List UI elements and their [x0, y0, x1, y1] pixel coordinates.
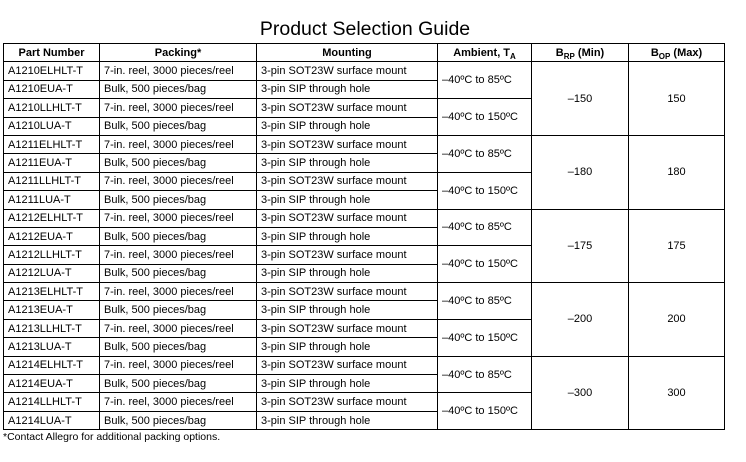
- table-body: [4, 62, 725, 430]
- header-ambient-label: Ambient, T: [453, 46, 511, 59]
- packing-cell: Bulk, 500 pieces/bag: [100, 301, 257, 319]
- ambient-temperature-cell: –40ºC to 150ºC: [438, 99, 532, 136]
- mounting-cell: 3-pin SOT23W surface mount: [257, 135, 438, 153]
- packing-cell: Bulk, 500 pieces/bag: [100, 264, 257, 282]
- packing-cell: 7-in. reel, 3000 pieces/reel: [100, 246, 257, 264]
- ambient-temperature-cell: –40ºC to 150ºC: [438, 246, 532, 283]
- ambient-temperature-cell: –40ºC to 85ºC: [438, 283, 532, 320]
- ambient-temperature-cell: –40ºC to 85ºC: [438, 135, 532, 172]
- header-bop-label: B: [650, 46, 659, 59]
- packing-cell: Bulk, 500 pieces/bag: [100, 154, 257, 172]
- header-bop: [629, 44, 725, 62]
- header-brp-subscript: RP: [563, 51, 575, 61]
- bop-max-cell: 200: [629, 283, 725, 357]
- header-packing: Packing*: [100, 44, 257, 62]
- header-ambient-subscript: A: [510, 51, 516, 61]
- table-row: [4, 356, 725, 374]
- header-part-number: Part Number: [4, 44, 100, 62]
- mounting-cell: 3-pin SOT23W surface mount: [257, 319, 438, 337]
- part-number-cell: A1212LUA-T: [4, 264, 100, 282]
- brp-min-cell: –150: [532, 62, 629, 136]
- table-row: [4, 209, 725, 227]
- packing-cell: 7-in. reel, 3000 pieces/reel: [100, 99, 257, 117]
- bop-max-cell: 300: [629, 356, 725, 430]
- mounting-cell: 3-pin SIP through hole: [257, 411, 438, 429]
- header-row: [4, 44, 725, 62]
- table-row: [4, 62, 725, 80]
- part-number-cell: A1214EUA-T: [4, 375, 100, 393]
- mounting-cell: 3-pin SIP through hole: [257, 301, 438, 319]
- mounting-cell: 3-pin SIP through hole: [257, 338, 438, 356]
- mounting-cell: 3-pin SOT23W surface mount: [257, 393, 438, 411]
- part-number-cell: A1210LLHLT-T: [4, 99, 100, 117]
- table-row: [4, 283, 725, 301]
- header-bop-subscript: OP: [658, 51, 671, 61]
- packing-cell: 7-in. reel, 3000 pieces/reel: [100, 393, 257, 411]
- bop-max-cell: 180: [629, 135, 725, 209]
- mounting-cell: 3-pin SIP through hole: [257, 154, 438, 172]
- part-number-cell: A1213LLHLT-T: [4, 319, 100, 337]
- part-number-cell: A1211EUA-T: [4, 154, 100, 172]
- packing-cell: 7-in. reel, 3000 pieces/reel: [100, 356, 257, 374]
- part-number-cell: A1212ELHLT-T: [4, 209, 100, 227]
- mounting-cell: 3-pin SOT23W surface mount: [257, 246, 438, 264]
- header-brp: [532, 44, 629, 62]
- packing-cell: 7-in. reel, 3000 pieces/reel: [100, 209, 257, 227]
- header-bop-qualifier: (Max): [670, 46, 703, 59]
- packing-cell: 7-in. reel, 3000 pieces/reel: [100, 283, 257, 301]
- part-number-cell: A1211LLHLT-T: [4, 172, 100, 190]
- header-ambient: [438, 44, 532, 62]
- packing-cell: 7-in. reel, 3000 pieces/reel: [100, 319, 257, 337]
- brp-min-cell: –175: [532, 209, 629, 283]
- part-number-cell: A1210LUA-T: [4, 117, 100, 135]
- ambient-temperature-cell: –40ºC to 85ºC: [438, 62, 532, 99]
- part-number-cell: A1212LLHLT-T: [4, 246, 100, 264]
- mounting-cell: 3-pin SOT23W surface mount: [257, 172, 438, 190]
- mounting-cell: 3-pin SIP through hole: [257, 227, 438, 245]
- part-number-cell: A1210EUA-T: [4, 80, 100, 98]
- mounting-cell: 3-pin SOT23W surface mount: [257, 283, 438, 301]
- brp-min-cell: –300: [532, 356, 629, 430]
- header-mounting: Mounting: [257, 44, 438, 62]
- header-brp-label: B: [555, 46, 564, 59]
- part-number-cell: A1211LUA-T: [4, 191, 100, 209]
- header-brp-qualifier: (Min): [574, 46, 605, 59]
- packing-cell: 7-in. reel, 3000 pieces/reel: [100, 62, 257, 80]
- table-row: [4, 135, 725, 153]
- mounting-cell: 3-pin SOT23W surface mount: [257, 62, 438, 80]
- packing-cell: Bulk, 500 pieces/bag: [100, 375, 257, 393]
- mounting-cell: 3-pin SIP through hole: [257, 191, 438, 209]
- ambient-temperature-cell: –40ºC to 150ºC: [438, 172, 532, 209]
- ambient-temperature-cell: –40ºC to 85ºC: [438, 209, 532, 246]
- product-selection-table: [3, 43, 725, 430]
- mounting-cell: 3-pin SIP through hole: [257, 117, 438, 135]
- packing-cell: Bulk, 500 pieces/bag: [100, 117, 257, 135]
- packing-cell: Bulk, 500 pieces/bag: [100, 338, 257, 356]
- part-number-cell: A1210ELHLT-T: [4, 62, 100, 80]
- footnote: *Contact Allegro for additional packing options.: [3, 431, 221, 443]
- mounting-cell: 3-pin SOT23W surface mount: [257, 209, 438, 227]
- brp-min-cell: –200: [532, 283, 629, 357]
- mounting-cell: 3-pin SIP through hole: [257, 375, 438, 393]
- packing-cell: Bulk, 500 pieces/bag: [100, 411, 257, 429]
- packing-cell: Bulk, 500 pieces/bag: [100, 191, 257, 209]
- ambient-temperature-cell: –40ºC to 85ºC: [438, 356, 532, 393]
- part-number-cell: A1213LUA-T: [4, 338, 100, 356]
- ambient-temperature-cell: –40ºC to 150ºC: [438, 393, 532, 430]
- packing-cell: Bulk, 500 pieces/bag: [100, 80, 257, 98]
- ambient-temperature-cell: –40ºC to 150ºC: [438, 319, 532, 356]
- packing-cell: 7-in. reel, 3000 pieces/reel: [100, 172, 257, 190]
- brp-min-cell: –180: [532, 135, 629, 209]
- mounting-cell: 3-pin SIP through hole: [257, 264, 438, 282]
- part-number-cell: A1214LUA-T: [4, 411, 100, 429]
- part-number-cell: A1211ELHLT-T: [4, 135, 100, 153]
- part-number-cell: A1214ELHLT-T: [4, 356, 100, 374]
- part-number-cell: A1214LLHLT-T: [4, 393, 100, 411]
- part-number-cell: A1212EUA-T: [4, 227, 100, 245]
- part-number-cell: A1213ELHLT-T: [4, 283, 100, 301]
- mounting-cell: 3-pin SOT23W surface mount: [257, 99, 438, 117]
- packing-cell: Bulk, 500 pieces/bag: [100, 227, 257, 245]
- mounting-cell: 3-pin SIP through hole: [257, 80, 438, 98]
- page-title: Product Selection Guide: [259, 18, 471, 40]
- mounting-cell: 3-pin SOT23W surface mount: [257, 356, 438, 374]
- bop-max-cell: 150: [629, 62, 725, 136]
- packing-cell: 7-in. reel, 3000 pieces/reel: [100, 135, 257, 153]
- bop-max-cell: 175: [629, 209, 725, 283]
- part-number-cell: A1213EUA-T: [4, 301, 100, 319]
